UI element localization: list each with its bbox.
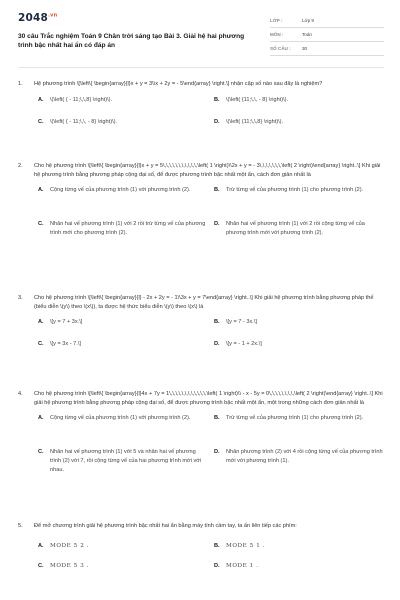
option-text: Cộng từng vế của phương trình (1) với phương trình (2). (50, 415, 191, 422)
option-letter: B. (214, 187, 220, 194)
question-5 (18, 522, 384, 572)
document-header (18, 12, 384, 64)
option-letter: B. (214, 415, 220, 422)
option-letter: C. (38, 221, 44, 228)
question-number: 2. (18, 163, 23, 169)
question-stem: Cho hệ phương trình \[\left\{ \begin{array}{l}x + y = 5\,\,\,\,\,\,\,\,\,\,\,\left( 1 \right)\\2x + y = - 3\,\,\,\,\,\,\,\left( 2 \right)\end{array} \right..\] Khi giải hệ phương trình bằng phương pháp cộng đại số, để được phương trình bậc nhất một ẩn, cách đơn giản nhất là (34, 163, 381, 178)
option-c[interactable] (38, 118, 208, 127)
option-d[interactable] (214, 448, 384, 465)
option-text: MODE 5 2 . (50, 542, 90, 549)
meta-row-subject (270, 28, 384, 42)
option-letter: C. (38, 449, 44, 456)
logo-main: 2048 (18, 12, 49, 24)
answer-options (34, 538, 384, 572)
option-letter: D. (214, 118, 220, 125)
option-letter: D. (214, 449, 220, 456)
question-2 (18, 162, 384, 262)
option-a[interactable] (38, 542, 208, 551)
option-c[interactable] (38, 340, 208, 349)
option-c[interactable] (38, 448, 208, 474)
option-letter: B. (214, 542, 220, 549)
option-letter: D. (214, 221, 220, 228)
answer-options (34, 414, 384, 494)
answer-options (34, 96, 384, 132)
option-letter: D. (214, 341, 220, 348)
option-text: \(\left( {11;\,\, - 8} \right)\). (226, 96, 289, 103)
option-a[interactable] (38, 414, 208, 423)
option-letter: A. (38, 187, 44, 194)
option-letter: C. (38, 118, 44, 125)
question-stem: Để mở chương trình giải hệ phương trình bậc nhất hai ẩn bằng máy tính cầm tay, ta ấn liên tiếp các phím: (34, 523, 297, 529)
option-text: Cộng từng vế của phương trình (1) với phương trình (2). (50, 187, 191, 194)
option-c[interactable] (38, 562, 208, 571)
question-1 (18, 80, 384, 132)
option-letter: A. (38, 96, 44, 103)
option-text: Trừ từng vế của phương trình (1) cho phương trình (2). (226, 187, 364, 194)
option-letter: A. (38, 319, 44, 326)
option-c[interactable] (38, 220, 208, 237)
question-stem: Hệ phương trình \[\left\{ \begin{array}{l}x + y = 3\\x + 2y = - 5\end{array} \right.\] nhận cặp số nào sau đây là nghiệm? (34, 81, 323, 87)
question-number: 4. (18, 391, 23, 397)
option-b[interactable] (214, 318, 384, 327)
option-text: Nhân hai vế phương trình (1) với 2 rồi cộng từng vế của phương trình mới với phương trình (2). (226, 221, 365, 236)
site-logo[interactable] (18, 12, 57, 24)
option-b[interactable] (214, 542, 384, 551)
option-d[interactable] (214, 118, 384, 127)
option-text: MODE 1 . (226, 562, 259, 569)
question-number: 3. (18, 295, 23, 301)
answer-options (34, 186, 384, 262)
option-b[interactable] (214, 414, 384, 423)
option-letter: C. (38, 562, 44, 569)
option-text: \(\left( {11;\,\,8} \right)\). (226, 118, 284, 125)
option-letter: D. (214, 562, 220, 569)
option-letter: B. (214, 96, 220, 103)
question-stem: Cho hệ phương trình \[\left\{ \begin{array}{l} - 2x + 2y = - 1\\3x + y = 7\end{array} \right..\] Khi giải hệ phương trình bằng phương pháp thế (biểu diễn \(y\) theo \(x\)), ta được hệ thức biểu diễn \(y\) theo \(x\) là (34, 295, 374, 310)
option-text: \[y = 3x - 7.\] (50, 341, 81, 348)
meta-row-count (270, 42, 384, 56)
option-a[interactable] (38, 318, 208, 327)
question-number: 5. (18, 523, 23, 529)
option-a[interactable] (38, 186, 208, 195)
meta-row-grade (270, 14, 384, 28)
meta-key: MÔN : (270, 32, 284, 37)
meta-key: SỐ CÂU : (270, 46, 291, 51)
option-letter: A. (38, 542, 44, 549)
option-text: \(\left( { - 11;\,\, - 8} \right)\). (50, 118, 118, 125)
option-letter: B. (214, 319, 220, 326)
question-number: 1. (18, 81, 23, 87)
question-4 (18, 390, 384, 494)
option-b[interactable] (214, 96, 384, 105)
option-b[interactable] (214, 186, 384, 195)
option-text: MODE 5 3 . (50, 562, 90, 569)
option-text: Nhân hai vế phương trình (1) với 2 rồi trừ từng vế của phương trình mới cho phương trình (2). (50, 221, 206, 236)
option-text: Nhân phương trình (2) với 4 rồi cộng từng vế của phương trình mới với phương trình (1). (226, 449, 383, 464)
option-d[interactable] (214, 340, 384, 349)
option-d[interactable] (214, 220, 384, 237)
option-text: Nhân hai vế phương trình (1) với 5 và nhân hai vế phương trình (2) với 7, rồi cộng từng vế của hai phương trình mới với nhau. (50, 449, 202, 473)
option-text: \[y = - 1 + 2x.\] (226, 341, 262, 348)
meta-value: 30 (302, 46, 308, 51)
option-text: \[y = 7 + 3x.\] (50, 319, 83, 326)
logo-suffix: .vn (48, 12, 58, 19)
meta-value: Lớp 9 (302, 18, 314, 23)
option-text: \[y = 7 - 3x.\] (226, 319, 257, 326)
meta-value: Toán (302, 32, 312, 37)
document-title: 30 câu Trắc nghiệm Toán 9 Chân trời sáng tạo Bài 3. Giải hệ hai phương trình bậc nhất hai ẩn có đáp án (18, 33, 245, 50)
option-a[interactable] (38, 96, 208, 105)
option-text: \(\left( { - 11;\,\,8} \right)\). (50, 96, 113, 103)
document-meta (270, 14, 384, 56)
option-letter: C. (38, 341, 44, 348)
question-stem: Cho hệ phương trình \[\left\{ \begin{array}{l}4x + 7y = 1\,\,\,\,\,\,\,\,\,\,\,\,\left( 1 \right)\\ - x - 5y = 0\,\,\,\,\,\,\,\,\left( 2 \right)\end{array} \right..\] Khi giải hệ phương trình bằng phương pháp cộng đại số, để được phương trình bậc nhất một ẩn, một trong những cách đơn giản nhất là (34, 391, 383, 406)
option-d[interactable] (214, 562, 384, 571)
answer-options (34, 318, 384, 354)
question-3 (18, 294, 384, 354)
option-text: MODE 5 1 . (226, 542, 266, 549)
header-divider (18, 67, 384, 68)
option-text: Trừ từng vế của phương trình (1) cho phương trình (2). (226, 415, 364, 422)
meta-key: LỚP : (270, 18, 283, 23)
option-letter: A. (38, 415, 44, 422)
